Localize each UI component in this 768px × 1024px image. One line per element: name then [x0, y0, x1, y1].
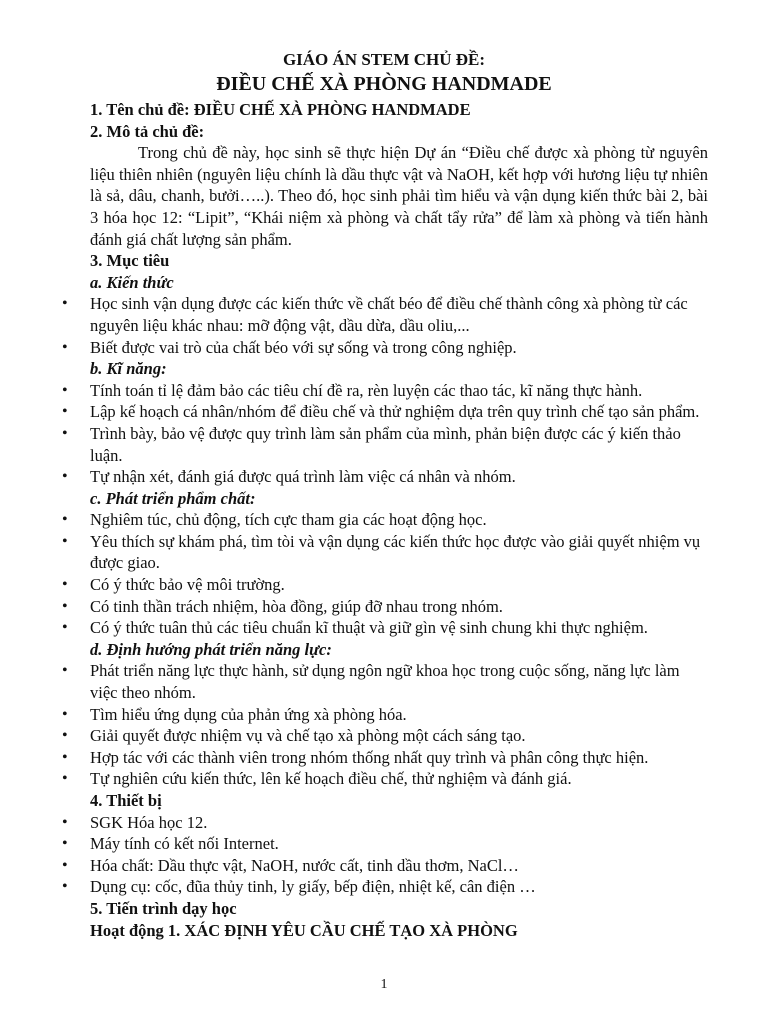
section-3a-heading: a. Kiến thức: [90, 272, 174, 292]
list-item: • Phát triển năng lực thực hành, sử dụng ngôn ngữ khoa học trong cuộc sống, năng lực làm việc theo nhóm.: [90, 660, 708, 703]
section-4-heading: 4. Thiết bị: [90, 791, 162, 810]
document-body: [90, 99, 708, 941]
section-4-list: [90, 812, 708, 898]
section-3c-heading: c. Phát triển phẩm chất:: [90, 488, 256, 508]
list-item: • Tìm hiểu ứng dụng của phản ứng xà phòng hóa.: [90, 704, 708, 726]
document-title-line2: ĐIỀU CHẾ XÀ PHÒNG HANDMADE: [216, 73, 552, 95]
list-item: • Nghiêm túc, chủ động, tích cực tham gia các hoạt động học.: [90, 509, 708, 531]
list-item: • Hóa chất: Dầu thực vật, NaOH, nước cất, tinh dầu thơm, NaCl…: [90, 855, 708, 877]
section-3-heading: 3. Mục tiêu: [90, 251, 170, 271]
list-item: • Tự nghiên cứu kiến thức, lên kế hoạch điều chế, thử nghiệm và đánh giá.: [90, 768, 708, 790]
activity-1-heading: Hoạt động 1. XÁC ĐỊNH YÊU CẦU CHẾ TẠO XÀ PHÒNG: [90, 920, 518, 940]
list-item: • Giải quyết được nhiệm vụ và chế tạo xà phòng một cách sáng tạo.: [90, 725, 708, 747]
list-item: • Có tinh thần trách nhiệm, hòa đồng, giúp đỡ nhau trong nhóm.: [90, 596, 708, 618]
page-number: 1: [380, 977, 388, 992]
list-item: • SGK Hóa học 12.: [90, 812, 708, 834]
list-item: • Máy tính có kết nối Internet.: [90, 833, 708, 855]
list-item: • Có ý thức bảo vệ môi trường.: [90, 574, 708, 596]
list-item: • Lập kế hoạch cá nhân/nhóm để điều chế và thử nghiệm dựa trên quy trình chế tạo sản phẩm.: [90, 401, 708, 423]
section-3c-list: [90, 509, 708, 639]
section-3b-heading: b. Kĩ năng:: [90, 359, 167, 379]
section-3b-list: [90, 380, 708, 488]
list-item: • Tự nhận xét, đánh giá được quá trình làm việc cá nhân và nhóm.: [90, 466, 708, 488]
section-3d-heading: d. Định hướng phát triển năng lực:: [90, 639, 332, 659]
section-3a-list: [90, 293, 708, 358]
list-item: • Yêu thích sự khám phá, tìm tòi và vận dụng các kiến thức học được vào giải quyết nhiệm vụ được giao.: [90, 531, 708, 574]
section-2-paragraph: Trong chủ đề này, học sinh sẽ thực hiện Dự án “Điều chế được xà phòng từ nguyên liệu thiên nhiên (nguyên liệu chính là dầu thực vật và NaOH, kết hợp với hương liệu tự nhiên là sả, dâu, chanh, bưởi…..). Theo đó, học sinh phải tìm hiểu và vận dụng kiến thức bài 2, bài 3 hóa học 12: “Lipit”, “Khái niệm xà phòng và chất tẩy rửa” để làm xà phòng và tiến hành đánh giá chất lượng sản phẩm.: [90, 143, 708, 249]
list-item: • Trình bày, bảo vệ được quy trình làm sản phẩm của mình, phản biện được các ý kiến thảo luận.: [90, 423, 708, 466]
list-item: • Học sinh vận dụng được các kiến thức về chất béo để điều chế thành công xà phòng từ các nguyên liệu khác nhau: mỡ động vật, dầu dừa, dầu oliu,...: [90, 293, 708, 336]
list-item: • Dụng cụ: cốc, đũa thủy tinh, ly giấy, bếp điện, nhiệt kế, cân điện …: [90, 876, 708, 898]
section-2-heading: 2. Mô tả chủ đề:: [90, 121, 205, 141]
list-item: • Biết được vai trò của chất béo với sự sống và trong công nghiệp.: [90, 337, 708, 359]
list-item: • Tính toán tỉ lệ đảm bảo các tiêu chí đề ra, rèn luyện các thao tác, kĩ năng thực hành.: [90, 380, 708, 402]
section-1-heading: 1. Tên chủ đề: ĐIỀU CHẾ XÀ PHÒNG HANDMADE: [90, 100, 471, 119]
list-item: • Có ý thức tuân thủ các tiêu chuẩn kĩ thuật và giữ gìn vệ sinh chung khi thực nghiệm.: [90, 617, 708, 639]
section-5-heading: 5. Tiến trình dạy học: [90, 898, 237, 918]
document-title-line1: GIÁO ÁN STEM CHỦ ĐỀ:: [282, 50, 486, 69]
list-item: • Hợp tác với các thành viên trong nhóm thống nhất quy trình và phân công thực hiện.: [90, 747, 708, 769]
section-3d-list: [90, 660, 708, 790]
